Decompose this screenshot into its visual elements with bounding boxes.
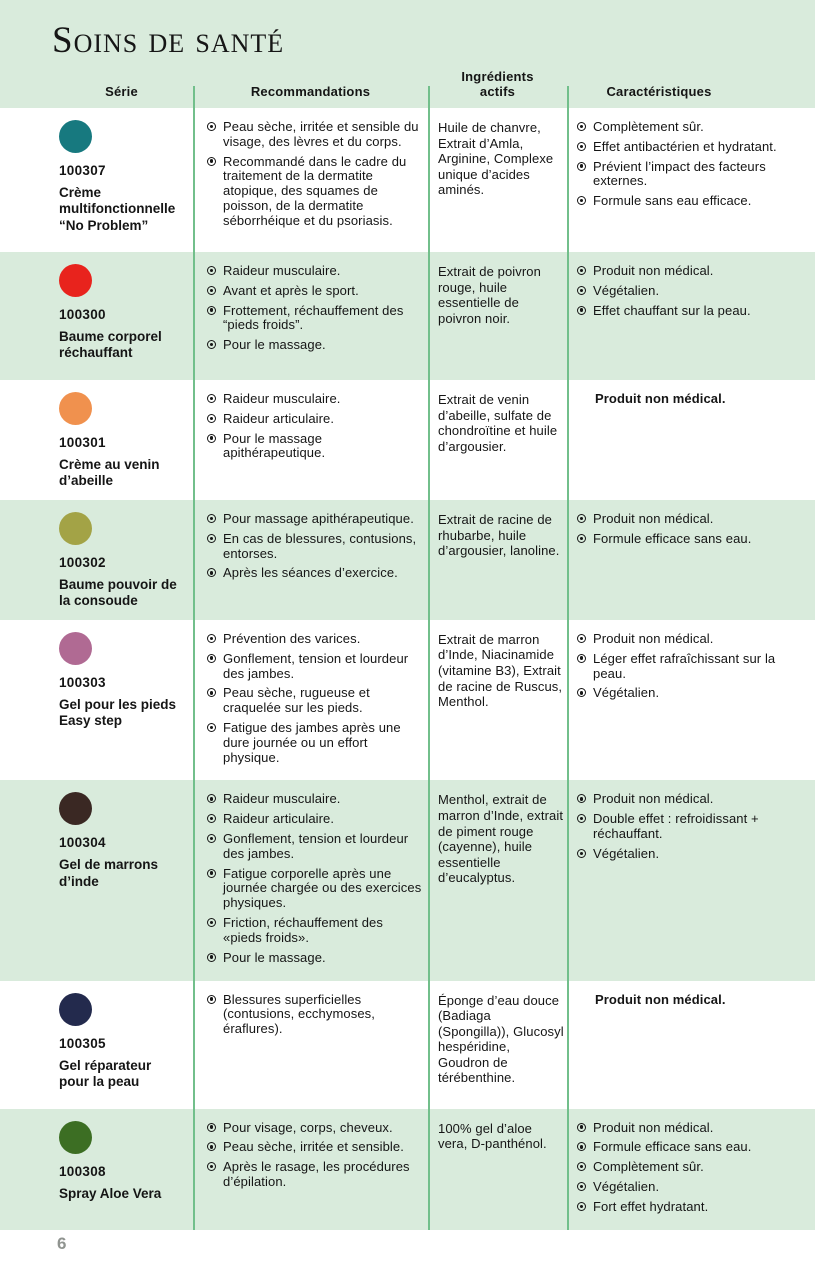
list-item <box>207 812 424 827</box>
page-footer <box>0 1230 815 1286</box>
ingredients-text: Huile de chanvre, Extrait d’Amla, Arginine, Complexe unique d’acides aminés. <box>438 120 554 198</box>
list-item-text: Prévient l’impact des facteurs externes. <box>593 158 766 189</box>
bullet-icon <box>207 122 216 131</box>
column-header-caracteristiques: Caractéristiques <box>606 84 712 100</box>
bullet-icon <box>207 340 216 349</box>
column-header-recommandations: Recommandations <box>250 84 371 100</box>
recommendations-cell <box>193 380 428 500</box>
list-item <box>577 652 809 682</box>
list-item <box>207 993 424 1037</box>
list-item <box>577 1140 809 1155</box>
list-item-text: Produit non médical. <box>593 263 714 278</box>
list-item <box>207 566 424 581</box>
list-item <box>207 284 424 299</box>
list-item-text: Raideur musculaire. <box>223 263 341 278</box>
recommendations-cell <box>193 620 428 781</box>
list-item-text: Pour visage, corps, cheveux. <box>223 1119 393 1135</box>
recommendations-list <box>207 1121 424 1190</box>
product-name: Baume pouvoir de la consoude <box>59 576 177 609</box>
list-item <box>207 867 424 911</box>
product-code: 100307 <box>59 163 106 178</box>
list-item <box>207 632 424 647</box>
list-item <box>577 686 809 701</box>
bullet-icon <box>207 654 216 663</box>
recommendations-list <box>207 392 424 461</box>
recommendations-cell <box>193 1109 428 1230</box>
bullet-icon <box>577 286 586 295</box>
list-item-text: Raideur articulaire. <box>223 811 335 827</box>
serie-cell <box>0 380 193 500</box>
serie-cell <box>0 620 193 781</box>
table-row <box>0 380 815 500</box>
list-item-text: En cas de blessures, contusions, entorses. <box>223 530 417 561</box>
bullet-icon <box>207 286 216 295</box>
list-item <box>207 1160 424 1190</box>
table-row <box>0 500 815 620</box>
list-item-text: Produit non médical. <box>595 391 726 406</box>
bullet-icon <box>207 306 216 315</box>
list-item-text: Pour le massage. <box>223 337 326 353</box>
recommendations-cell <box>193 500 428 620</box>
list-item <box>207 432 424 462</box>
serie-cell <box>0 500 193 620</box>
bullet-icon <box>207 918 216 927</box>
page-header <box>0 0 815 108</box>
ingredients-text: 100% gel d’aloe vera, D-panthénol. <box>438 1120 547 1152</box>
list-item-text: Végétalien. <box>593 685 660 701</box>
ingredients-cell <box>428 252 567 380</box>
product-color-dot-icon <box>59 264 92 297</box>
bullet-icon <box>577 1202 586 1211</box>
recommendations-list <box>207 792 424 965</box>
product-code: 100308 <box>59 1163 106 1179</box>
bullet-icon <box>207 723 216 732</box>
product-name: Baume corporel réchauffant <box>59 329 162 361</box>
list-item <box>207 264 424 279</box>
list-item-text: Pour le massage. <box>223 949 326 965</box>
bullet-icon <box>207 834 216 843</box>
list-item <box>577 532 809 547</box>
bullet-icon <box>207 266 216 275</box>
product-color-dot-icon <box>59 120 92 153</box>
bullet-icon <box>577 534 586 543</box>
recommendations-list <box>207 993 424 1037</box>
characteristics-cell <box>567 780 815 980</box>
list-item-text: Raideur musculaire. <box>223 391 341 406</box>
characteristics-cell <box>567 252 815 380</box>
ingredients-text: Extrait de racine de rhubarbe, huile d’argousier, lanoline. <box>438 511 560 559</box>
recommendations-list <box>207 632 424 766</box>
list-item-text: Après les séances d’exercice. <box>223 565 398 581</box>
list-item-text: Produit non médical. <box>595 991 726 1007</box>
column-divider <box>193 86 195 108</box>
list-item <box>207 652 424 682</box>
list-item-text: Formule efficace sans eau. <box>593 1139 752 1155</box>
table-row <box>0 780 815 980</box>
ingredients-cell <box>428 500 567 620</box>
list-item-text: Gonflement, tension et lourdeur des jambes. <box>223 831 409 861</box>
list-item <box>577 194 809 209</box>
list-item-text: Peau sèche, irritée et sensible du visage, des lèvres et du corps. <box>223 119 419 149</box>
product-color-dot-icon <box>59 632 92 665</box>
product-code: 100305 <box>59 1035 106 1051</box>
characteristics-list <box>577 993 809 1008</box>
list-item-text: Fatigue des jambes après une dure journée ou un effort physique. <box>223 719 401 765</box>
column-header-ingredients-actifs: Ingrédients actifs <box>461 69 534 100</box>
bullet-icon <box>577 654 586 663</box>
list-item-text: Blessures superficielles (contusions, ecchymoses, éraflures). <box>223 991 375 1037</box>
list-item-text: Léger effet rafraîchissant sur la peau. <box>593 650 776 681</box>
column-divider <box>567 86 569 108</box>
product-code: 100304 <box>59 835 106 851</box>
product-color-dot-icon <box>59 392 92 425</box>
bullet-icon <box>207 953 216 962</box>
list-item-text: Produit non médical. <box>593 791 714 807</box>
list-item <box>577 512 809 527</box>
characteristics-cell <box>567 620 815 781</box>
list-item <box>207 120 424 150</box>
bullet-icon <box>577 688 586 697</box>
column-divider <box>428 86 430 108</box>
ingredients-cell <box>428 380 567 500</box>
list-item <box>207 916 424 946</box>
ingredients-cell <box>428 620 567 781</box>
list-item-text: Produit non médical. <box>593 510 714 526</box>
list-item-text: Produit non médical. <box>593 630 714 646</box>
list-item-text: Gonflement, tension et lourdeur des jambes. <box>223 650 409 681</box>
bullet-icon <box>207 869 216 878</box>
bullet-icon <box>577 1142 586 1151</box>
list-item <box>577 632 809 647</box>
list-item <box>577 304 809 319</box>
product-color-dot-icon <box>59 792 92 825</box>
list-item-text: Produit non médical. <box>593 1119 714 1135</box>
ingredients-text: Menthol, extrait de marron d’Inde, extrait de piment rouge (cayenne), huile essentielle d’eucalyptus. <box>438 792 564 886</box>
product-code: 100300 <box>59 307 106 322</box>
list-item-text: Complètement sûr. <box>593 119 704 134</box>
list-item <box>577 847 809 862</box>
bullet-icon <box>577 794 586 803</box>
list-item-text: Friction, réchauffement des «pieds froids». <box>223 915 383 945</box>
list-item-text: Végétalien. <box>593 1178 660 1194</box>
list-item-text: Après le rasage, les procédures d’épilation. <box>223 1159 410 1189</box>
list-item <box>577 1200 809 1215</box>
bullet-icon <box>207 794 216 803</box>
list-item <box>577 284 809 299</box>
serie-cell <box>0 252 193 380</box>
table-row <box>0 620 815 781</box>
list-item-text: Fort effet hydratant. <box>593 1198 709 1214</box>
bullet-icon <box>577 196 586 205</box>
bullet-icon <box>577 814 586 823</box>
bullet-icon <box>207 995 216 1004</box>
product-color-dot-icon <box>59 993 92 1026</box>
serie-cell <box>0 981 193 1109</box>
list-item <box>207 532 424 562</box>
recommendations-cell <box>193 981 428 1109</box>
list-item <box>207 832 424 862</box>
list-item <box>207 338 424 353</box>
bullet-icon <box>577 266 586 275</box>
bullet-icon <box>207 414 216 423</box>
bullet-icon <box>207 1162 216 1171</box>
list-item-text: Complètement sûr. <box>593 1159 704 1175</box>
list-item-text: Prévention des varices. <box>223 630 361 646</box>
bullet-icon <box>207 514 216 523</box>
list-item-text: Végétalien. <box>593 282 660 298</box>
table-row <box>0 981 815 1109</box>
product-code: 100302 <box>59 554 106 570</box>
bullet-icon <box>207 688 216 697</box>
product-code: 100303 <box>59 674 106 690</box>
bullet-icon <box>207 814 216 823</box>
bullet-icon <box>577 514 586 523</box>
ingredients-cell <box>428 780 567 980</box>
list-item <box>207 392 424 407</box>
characteristics-list <box>577 120 809 209</box>
bullet-icon <box>207 394 216 403</box>
serie-cell <box>0 108 193 252</box>
ingredients-text: Extrait de venin d’abeille, sulfate de chondroïtine et huile d’argousier. <box>438 392 558 454</box>
bullet-icon <box>207 157 216 166</box>
ingredients-text: Extrait de poivron rouge, huile essentielle de poivron noir. <box>438 264 541 326</box>
characteristics-cell <box>567 108 815 252</box>
list-item-text: Double effet : refroidissant + réchauffant. <box>593 811 759 841</box>
table-row <box>0 108 815 252</box>
list-item <box>577 392 809 407</box>
list-item-text: Frottement, réchauffement des “pieds froids”. <box>223 302 404 333</box>
list-item-text: Raideur musculaire. <box>223 791 341 807</box>
list-item-text: Formule sans eau efficace. <box>593 193 752 209</box>
list-item <box>207 512 424 527</box>
bullet-icon <box>577 306 586 315</box>
bullet-icon <box>577 122 586 131</box>
list-item <box>207 1140 424 1155</box>
list-item-text: Peau sèche, irritée et sensible. <box>223 1139 404 1155</box>
product-code: 100301 <box>59 435 106 450</box>
table-row <box>0 1109 815 1230</box>
list-item <box>207 304 424 334</box>
characteristics-list <box>577 264 809 318</box>
list-item-text: Effet chauffant sur la peau. <box>593 302 751 318</box>
list-item-text: Effet antibactérien et hydratant. <box>593 138 777 154</box>
ingredients-text: Extrait de marron d’Inde, Niacinamide (vitamine B3), Extrait de racine de Ruscus, Menthol. <box>438 631 563 710</box>
list-item-text: Pour le massage apithérapeutique. <box>223 430 326 461</box>
recommendations-list <box>207 120 424 229</box>
serie-cell <box>0 1109 193 1230</box>
product-color-dot-icon <box>59 512 92 545</box>
bullet-icon <box>577 1123 586 1132</box>
characteristics-cell <box>567 500 815 620</box>
recommendations-cell <box>193 108 428 252</box>
characteristics-cell <box>567 380 815 500</box>
list-item <box>577 1160 809 1175</box>
recommendations-list <box>207 264 424 353</box>
product-name: Gel pour les pieds Easy step <box>59 696 177 729</box>
recommendations-list <box>207 512 424 581</box>
recommendations-cell <box>193 780 428 980</box>
product-name: Gel réparateur pour la peau <box>59 1057 152 1089</box>
bullet-icon <box>207 634 216 643</box>
list-item <box>577 1121 809 1136</box>
characteristics-cell <box>567 981 815 1109</box>
list-item <box>577 993 809 1008</box>
product-name: Crème au venin d’abeille <box>59 457 160 489</box>
list-item <box>207 155 424 229</box>
bullet-icon <box>577 142 586 151</box>
table-row <box>0 252 815 380</box>
characteristics-list <box>577 632 809 701</box>
list-item <box>207 792 424 807</box>
bullet-icon <box>207 1142 216 1151</box>
bullet-icon <box>207 434 216 443</box>
list-item-text: Avant et après le sport. <box>223 282 359 298</box>
characteristics-list <box>577 512 809 547</box>
serie-cell <box>0 780 193 980</box>
list-item <box>577 1180 809 1195</box>
list-item-text: Pour massage apithérapeutique. <box>223 510 414 526</box>
characteristics-list <box>577 392 809 407</box>
table-column-headers <box>0 70 815 100</box>
characteristics-list <box>577 1121 809 1215</box>
list-item <box>207 721 424 765</box>
bullet-icon <box>207 534 216 543</box>
ingredients-cell <box>428 981 567 1109</box>
list-item-text: Recommandé dans le cadre du traitement de la dermatite atopique, des squames de poisson, de la dermatite séborrhéique et du psoriasis. <box>223 153 407 228</box>
bullet-icon <box>577 162 586 171</box>
page-title: Soins de santé <box>52 20 285 61</box>
product-name: Gel de marrons d’inde <box>59 857 159 889</box>
list-item <box>577 792 809 807</box>
characteristics-cell <box>567 1109 815 1230</box>
list-item-text: Peau sèche, rugueuse et craquelée sur les pieds. <box>223 685 370 716</box>
list-item-text: Fatigue corporelle après une journée chargée ou des exercices physiques. <box>223 865 422 911</box>
bullet-icon <box>577 1162 586 1171</box>
recommendations-cell <box>193 252 428 380</box>
list-item <box>577 120 809 135</box>
bullet-icon <box>207 568 216 577</box>
bullet-icon <box>207 1123 216 1132</box>
list-item <box>207 412 424 427</box>
list-item <box>207 686 424 716</box>
bullet-icon <box>577 634 586 643</box>
list-item-text: Végétalien. <box>593 845 660 861</box>
ingredients-cell <box>428 108 567 252</box>
ingredients-cell <box>428 1109 567 1230</box>
list-item <box>207 1121 424 1136</box>
product-name: Spray Aloe Vera <box>59 1185 162 1201</box>
page-number: 6 <box>57 1233 67 1253</box>
list-item <box>577 140 809 155</box>
product-name: Crème multifonctionnelle “No Problem” <box>59 185 176 233</box>
bullet-icon <box>577 849 586 858</box>
list-item-text: Raideur articulaire. <box>223 410 335 426</box>
list-item-text: Formule efficace sans eau. <box>593 530 752 546</box>
bullet-icon <box>577 1182 586 1191</box>
list-item <box>207 951 424 966</box>
characteristics-list <box>577 792 809 861</box>
list-item <box>577 812 809 842</box>
product-table <box>0 108 815 1230</box>
list-item <box>577 264 809 279</box>
list-item <box>577 160 809 190</box>
ingredients-text: Éponge d’eau douce (Badiaga (Spongilla)), Glucosyl hespéridine, Goudron de térébenthine. <box>438 992 564 1086</box>
column-header-serie: Série <box>105 84 138 100</box>
product-color-dot-icon <box>59 1121 92 1154</box>
